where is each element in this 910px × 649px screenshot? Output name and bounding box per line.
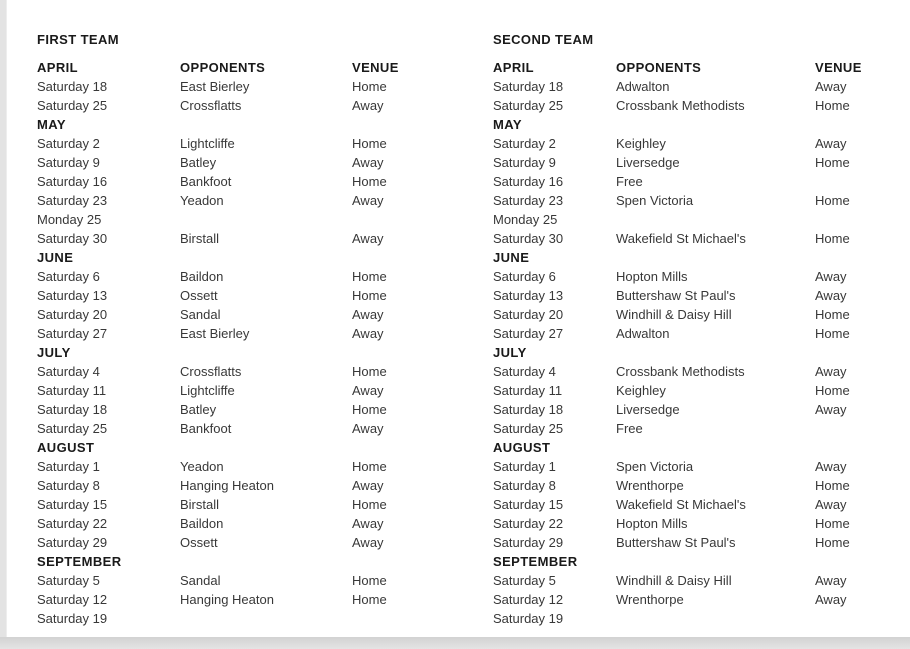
second-team-title: SECOND TEAM bbox=[493, 32, 594, 47]
fixture-row bbox=[493, 210, 903, 229]
month-header: MAY bbox=[37, 117, 66, 132]
first-team-title: FIRST TEAM bbox=[37, 32, 119, 47]
fixture-date: Saturday 25 bbox=[37, 98, 108, 113]
column-header-venue: VENUE bbox=[815, 60, 862, 75]
fixture-date: Saturday 23 bbox=[37, 193, 108, 208]
fixture-opponent: Birstall bbox=[180, 231, 220, 246]
fixture-row bbox=[37, 172, 493, 191]
first-team-fixtures-table bbox=[37, 58, 493, 628]
fixture-opponent: Birstall bbox=[180, 497, 220, 512]
fixture-date: Saturday 13 bbox=[493, 288, 564, 303]
fixture-venue: Home bbox=[352, 364, 387, 379]
fixture-opponent: Free bbox=[616, 421, 643, 436]
fixture-row bbox=[37, 571, 493, 590]
fixture-row bbox=[37, 96, 493, 115]
fixture-row bbox=[493, 77, 903, 96]
fixture-venue: Home bbox=[352, 174, 387, 189]
fixture-row bbox=[37, 191, 493, 210]
fixture-row bbox=[37, 400, 493, 419]
fixture-date: Saturday 22 bbox=[493, 516, 564, 531]
fixture-date: Saturday 6 bbox=[37, 269, 100, 284]
fixture-venue: Home bbox=[815, 326, 850, 341]
fixture-opponent: Liversedge bbox=[616, 155, 680, 170]
fixture-opponent: Batley bbox=[180, 155, 217, 170]
month-header-row bbox=[37, 343, 493, 362]
fixture-row bbox=[37, 305, 493, 324]
fixture-row bbox=[493, 609, 903, 628]
fixture-venue: Home bbox=[815, 478, 850, 493]
empty-cell bbox=[616, 552, 815, 571]
fixture-opponent: Bankfoot bbox=[180, 174, 232, 189]
fixture-date: Saturday 30 bbox=[493, 231, 564, 246]
fixture-date: Saturday 4 bbox=[493, 364, 556, 379]
fixture-opponent bbox=[616, 609, 815, 628]
fixture-venue: Home bbox=[352, 459, 387, 474]
fixture-opponent: Ossett bbox=[180, 288, 218, 303]
fixture-row bbox=[37, 514, 493, 533]
fixture-date: Saturday 19 bbox=[493, 611, 564, 626]
month-header: JUNE bbox=[493, 250, 530, 265]
month-header: AUGUST bbox=[37, 440, 95, 455]
fixture-row bbox=[493, 400, 903, 419]
month-header: APRIL bbox=[37, 60, 78, 75]
fixture-row bbox=[493, 134, 903, 153]
fixture-opponent: Crossbank Methodists bbox=[616, 98, 745, 113]
fixture-date: Saturday 23 bbox=[493, 193, 564, 208]
column-header-opponents: OPPONENTS bbox=[180, 60, 266, 75]
fixture-date: Saturday 8 bbox=[493, 478, 556, 493]
fixture-venue: Away bbox=[815, 79, 847, 94]
fixture-row bbox=[493, 267, 903, 286]
fixture-row bbox=[493, 172, 903, 191]
fixture-venue: Home bbox=[815, 155, 850, 170]
fixture-date: Saturday 5 bbox=[37, 573, 100, 588]
fixture-date: Saturday 19 bbox=[37, 611, 108, 626]
month-header-row bbox=[37, 552, 493, 571]
fixture-date: Saturday 8 bbox=[37, 478, 100, 493]
fixture-opponent: Crossflatts bbox=[180, 364, 242, 379]
fixture-date: Saturday 16 bbox=[37, 174, 108, 189]
fixture-date: Saturday 20 bbox=[37, 307, 108, 322]
fixture-venue: Home bbox=[352, 288, 387, 303]
fixture-venue: Away bbox=[352, 516, 384, 531]
fixture-venue: Home bbox=[352, 79, 387, 94]
empty-cell bbox=[180, 343, 352, 362]
fixture-venue: Away bbox=[352, 326, 384, 341]
fixture-row bbox=[37, 267, 493, 286]
empty-cell bbox=[616, 115, 815, 134]
fixture-venue: Away bbox=[815, 592, 847, 607]
fixture-venue: Away bbox=[352, 155, 384, 170]
month-header-row bbox=[493, 115, 903, 134]
fixture-venue bbox=[352, 609, 493, 628]
fixture-date: Saturday 22 bbox=[37, 516, 108, 531]
fixture-opponent: Lightcliffe bbox=[180, 136, 235, 151]
empty-cell bbox=[815, 248, 903, 267]
fixture-opponent: Ossett bbox=[180, 535, 218, 550]
fixture-venue: Home bbox=[815, 307, 850, 322]
column-header-opponents: OPPONENTS bbox=[616, 60, 702, 75]
empty-cell bbox=[616, 438, 815, 457]
fixture-opponent: Wakefield St Michael's bbox=[616, 231, 746, 246]
fixture-row bbox=[493, 191, 903, 210]
fixture-venue bbox=[815, 172, 903, 191]
month-header-row bbox=[493, 248, 903, 267]
month-header: AUGUST bbox=[493, 440, 551, 455]
fixture-venue: Away bbox=[815, 288, 847, 303]
fixture-opponent: Wrenthorpe bbox=[616, 478, 684, 493]
empty-cell bbox=[815, 343, 903, 362]
fixture-opponent: Buttershaw St Paul's bbox=[616, 288, 736, 303]
fixture-row bbox=[37, 476, 493, 495]
fixture-opponent: Adwalton bbox=[616, 326, 670, 341]
month-header: JUNE bbox=[37, 250, 74, 265]
fixture-date: Saturday 18 bbox=[37, 402, 108, 417]
fixture-date: Saturday 13 bbox=[37, 288, 108, 303]
fixture-date: Saturday 25 bbox=[493, 98, 564, 113]
fixture-date: Saturday 27 bbox=[37, 326, 108, 341]
fixture-row bbox=[37, 495, 493, 514]
fixture-row bbox=[37, 609, 493, 628]
fixture-row bbox=[37, 533, 493, 552]
fixture-date: Saturday 1 bbox=[493, 459, 556, 474]
fixture-opponent: Batley bbox=[180, 402, 217, 417]
fixture-date: Monday 25 bbox=[37, 212, 102, 227]
fixture-date: Saturday 2 bbox=[37, 136, 100, 151]
empty-cell bbox=[815, 438, 903, 457]
fixture-row bbox=[37, 229, 493, 248]
month-header: APRIL bbox=[493, 60, 534, 75]
fixture-row bbox=[493, 229, 903, 248]
fixture-venue: Away bbox=[815, 573, 847, 588]
fixture-venue: Away bbox=[815, 136, 847, 151]
fixture-opponent: Wrenthorpe bbox=[616, 592, 684, 607]
fixture-row bbox=[493, 286, 903, 305]
fixture-row bbox=[37, 324, 493, 343]
fixture-opponent: Wakefield St Michael's bbox=[616, 497, 746, 512]
fixture-venue: Away bbox=[352, 307, 384, 322]
fixture-venue: Home bbox=[352, 573, 387, 588]
month-header-row bbox=[493, 552, 903, 571]
fixture-date: Monday 25 bbox=[493, 212, 558, 227]
fixture-date: Saturday 30 bbox=[37, 231, 108, 246]
fixture-date: Saturday 15 bbox=[37, 497, 108, 512]
empty-cell bbox=[815, 552, 903, 571]
fixture-date: Saturday 4 bbox=[37, 364, 100, 379]
fixture-date: Saturday 16 bbox=[493, 174, 564, 189]
empty-cell bbox=[352, 343, 493, 362]
empty-cell bbox=[352, 248, 493, 267]
fixture-venue: Home bbox=[815, 383, 850, 398]
fixture-row bbox=[37, 362, 493, 381]
fixture-opponent: Keighley bbox=[616, 136, 666, 151]
fixture-date: Saturday 20 bbox=[493, 307, 564, 322]
fixture-opponent: Free bbox=[616, 174, 643, 189]
fixture-venue: Home bbox=[815, 535, 850, 550]
fixture-opponent: Spen Victoria bbox=[616, 193, 694, 208]
fixture-date: Saturday 12 bbox=[493, 592, 564, 607]
fixture-opponent: Lightcliffe bbox=[180, 383, 235, 398]
month-header-row bbox=[493, 58, 903, 77]
fixture-opponent: Yeadon bbox=[180, 459, 224, 474]
fixture-row bbox=[493, 590, 903, 609]
fixture-venue: Away bbox=[815, 459, 847, 474]
fixture-venue: Away bbox=[352, 535, 384, 550]
fixture-row bbox=[37, 457, 493, 476]
teams-container bbox=[37, 30, 903, 628]
fixture-opponent: Yeadon bbox=[180, 193, 224, 208]
fixture-row bbox=[37, 210, 493, 229]
fixture-date: Saturday 5 bbox=[493, 573, 556, 588]
fixture-opponent bbox=[180, 210, 352, 229]
fixture-row bbox=[493, 419, 903, 438]
left-edge-strip bbox=[0, 0, 7, 649]
fixture-opponent: Windhill & Daisy Hill bbox=[616, 573, 732, 588]
fixture-opponent: Hanging Heaton bbox=[180, 592, 274, 607]
month-header-row bbox=[493, 438, 903, 457]
bottom-edge-strip bbox=[0, 637, 910, 649]
fixture-opponent: Buttershaw St Paul's bbox=[616, 535, 736, 550]
month-header-row bbox=[37, 248, 493, 267]
fixture-venue: Away bbox=[815, 497, 847, 512]
empty-cell bbox=[180, 248, 352, 267]
fixture-opponent: Hanging Heaton bbox=[180, 478, 274, 493]
fixture-opponent: Liversedge bbox=[616, 402, 680, 417]
fixture-venue: Home bbox=[352, 402, 387, 417]
fixture-venue: Home bbox=[352, 497, 387, 512]
month-header: MAY bbox=[493, 117, 522, 132]
fixture-venue: Away bbox=[352, 231, 384, 246]
fixture-date: Saturday 6 bbox=[493, 269, 556, 284]
fixture-opponent: Crossflatts bbox=[180, 98, 242, 113]
empty-cell bbox=[180, 438, 352, 457]
fixture-opponent: Bankfoot bbox=[180, 421, 232, 436]
fixture-venue bbox=[815, 210, 903, 229]
fixture-row bbox=[493, 153, 903, 172]
fixture-opponent: Windhill & Daisy Hill bbox=[616, 307, 732, 322]
empty-cell bbox=[616, 343, 815, 362]
fixture-row bbox=[493, 96, 903, 115]
fixture-row bbox=[493, 533, 903, 552]
fixture-opponent bbox=[180, 609, 352, 628]
fixture-venue: Away bbox=[352, 98, 384, 113]
fixture-date: Saturday 9 bbox=[493, 155, 556, 170]
fixture-date: Saturday 11 bbox=[493, 383, 563, 398]
fixture-venue: Home bbox=[352, 136, 387, 151]
empty-cell bbox=[815, 115, 903, 134]
fixture-opponent: Hopton Mills bbox=[616, 269, 688, 284]
fixture-venue: Home bbox=[352, 269, 387, 284]
fixture-opponent: Adwalton bbox=[616, 79, 670, 94]
fixture-venue: Away bbox=[815, 364, 847, 379]
fixture-date: Saturday 25 bbox=[37, 421, 108, 436]
fixture-row bbox=[493, 324, 903, 343]
fixture-date: Saturday 1 bbox=[37, 459, 100, 474]
fixture-venue: Away bbox=[815, 402, 847, 417]
fixture-venue bbox=[815, 609, 903, 628]
fixture-row bbox=[37, 134, 493, 153]
fixture-row bbox=[493, 362, 903, 381]
fixture-venue: Away bbox=[352, 383, 384, 398]
month-header: SEPTEMBER bbox=[493, 554, 578, 569]
empty-cell bbox=[352, 115, 493, 134]
month-header: JULY bbox=[493, 345, 527, 360]
fixture-row bbox=[493, 495, 903, 514]
fixture-venue: Home bbox=[352, 592, 387, 607]
fixture-row bbox=[37, 77, 493, 96]
fixture-venue: Home bbox=[815, 98, 850, 113]
empty-cell bbox=[616, 248, 815, 267]
fixture-opponent: Keighley bbox=[616, 383, 666, 398]
fixture-date: Saturday 29 bbox=[37, 535, 108, 550]
month-header-row bbox=[493, 343, 903, 362]
column-header-venue: VENUE bbox=[352, 60, 399, 75]
fixture-venue: Home bbox=[815, 516, 850, 531]
fixture-row bbox=[37, 590, 493, 609]
second-team-section bbox=[493, 30, 903, 628]
fixture-date: Saturday 18 bbox=[493, 402, 564, 417]
month-header-row bbox=[37, 58, 493, 77]
fixture-row bbox=[37, 381, 493, 400]
empty-cell bbox=[352, 438, 493, 457]
fixture-opponent: East Bierley bbox=[180, 326, 250, 341]
fixture-venue: Home bbox=[815, 193, 850, 208]
fixture-opponent: Sandal bbox=[180, 307, 221, 322]
fixture-opponent: Spen Victoria bbox=[616, 459, 694, 474]
fixture-row bbox=[37, 153, 493, 172]
fixture-opponent: Crossbank Methodists bbox=[616, 364, 745, 379]
fixture-date: Saturday 15 bbox=[493, 497, 564, 512]
fixture-row bbox=[493, 305, 903, 324]
empty-cell bbox=[352, 552, 493, 571]
fixture-date: Saturday 12 bbox=[37, 592, 108, 607]
first-team-section bbox=[37, 30, 493, 628]
fixture-date: Saturday 18 bbox=[37, 79, 108, 94]
second-team-fixtures-table bbox=[493, 58, 903, 628]
fixture-opponent bbox=[616, 210, 815, 229]
fixture-date: Saturday 29 bbox=[493, 535, 564, 550]
empty-cell bbox=[180, 552, 352, 571]
month-header: SEPTEMBER bbox=[37, 554, 122, 569]
fixture-row bbox=[37, 419, 493, 438]
fixture-venue: Away bbox=[352, 478, 384, 493]
fixture-date: Saturday 18 bbox=[493, 79, 564, 94]
fixture-venue: Away bbox=[815, 269, 847, 284]
fixture-row bbox=[37, 286, 493, 305]
fixture-date: Saturday 9 bbox=[37, 155, 100, 170]
fixture-opponent: Baildon bbox=[180, 269, 224, 284]
fixture-opponent: Baildon bbox=[180, 516, 224, 531]
fixture-venue: Away bbox=[352, 193, 384, 208]
fixture-row bbox=[493, 457, 903, 476]
fixture-date: Saturday 27 bbox=[493, 326, 564, 341]
fixture-row bbox=[493, 514, 903, 533]
fixture-row bbox=[493, 381, 903, 400]
fixture-venue: Home bbox=[815, 231, 850, 246]
fixture-row bbox=[493, 476, 903, 495]
month-header: JULY bbox=[37, 345, 71, 360]
empty-cell bbox=[180, 115, 352, 134]
fixture-venue bbox=[352, 210, 493, 229]
fixture-venue: Away bbox=[352, 421, 384, 436]
fixture-opponent: Sandal bbox=[180, 573, 221, 588]
fixture-date: Saturday 11 bbox=[37, 383, 107, 398]
fixture-row bbox=[493, 571, 903, 590]
month-header-row bbox=[37, 438, 493, 457]
fixture-date: Saturday 25 bbox=[493, 421, 564, 436]
fixture-venue bbox=[815, 419, 903, 438]
fixture-opponent: East Bierley bbox=[180, 79, 250, 94]
month-header-row bbox=[37, 115, 493, 134]
fixture-opponent: Hopton Mills bbox=[616, 516, 688, 531]
fixture-date: Saturday 2 bbox=[493, 136, 556, 151]
